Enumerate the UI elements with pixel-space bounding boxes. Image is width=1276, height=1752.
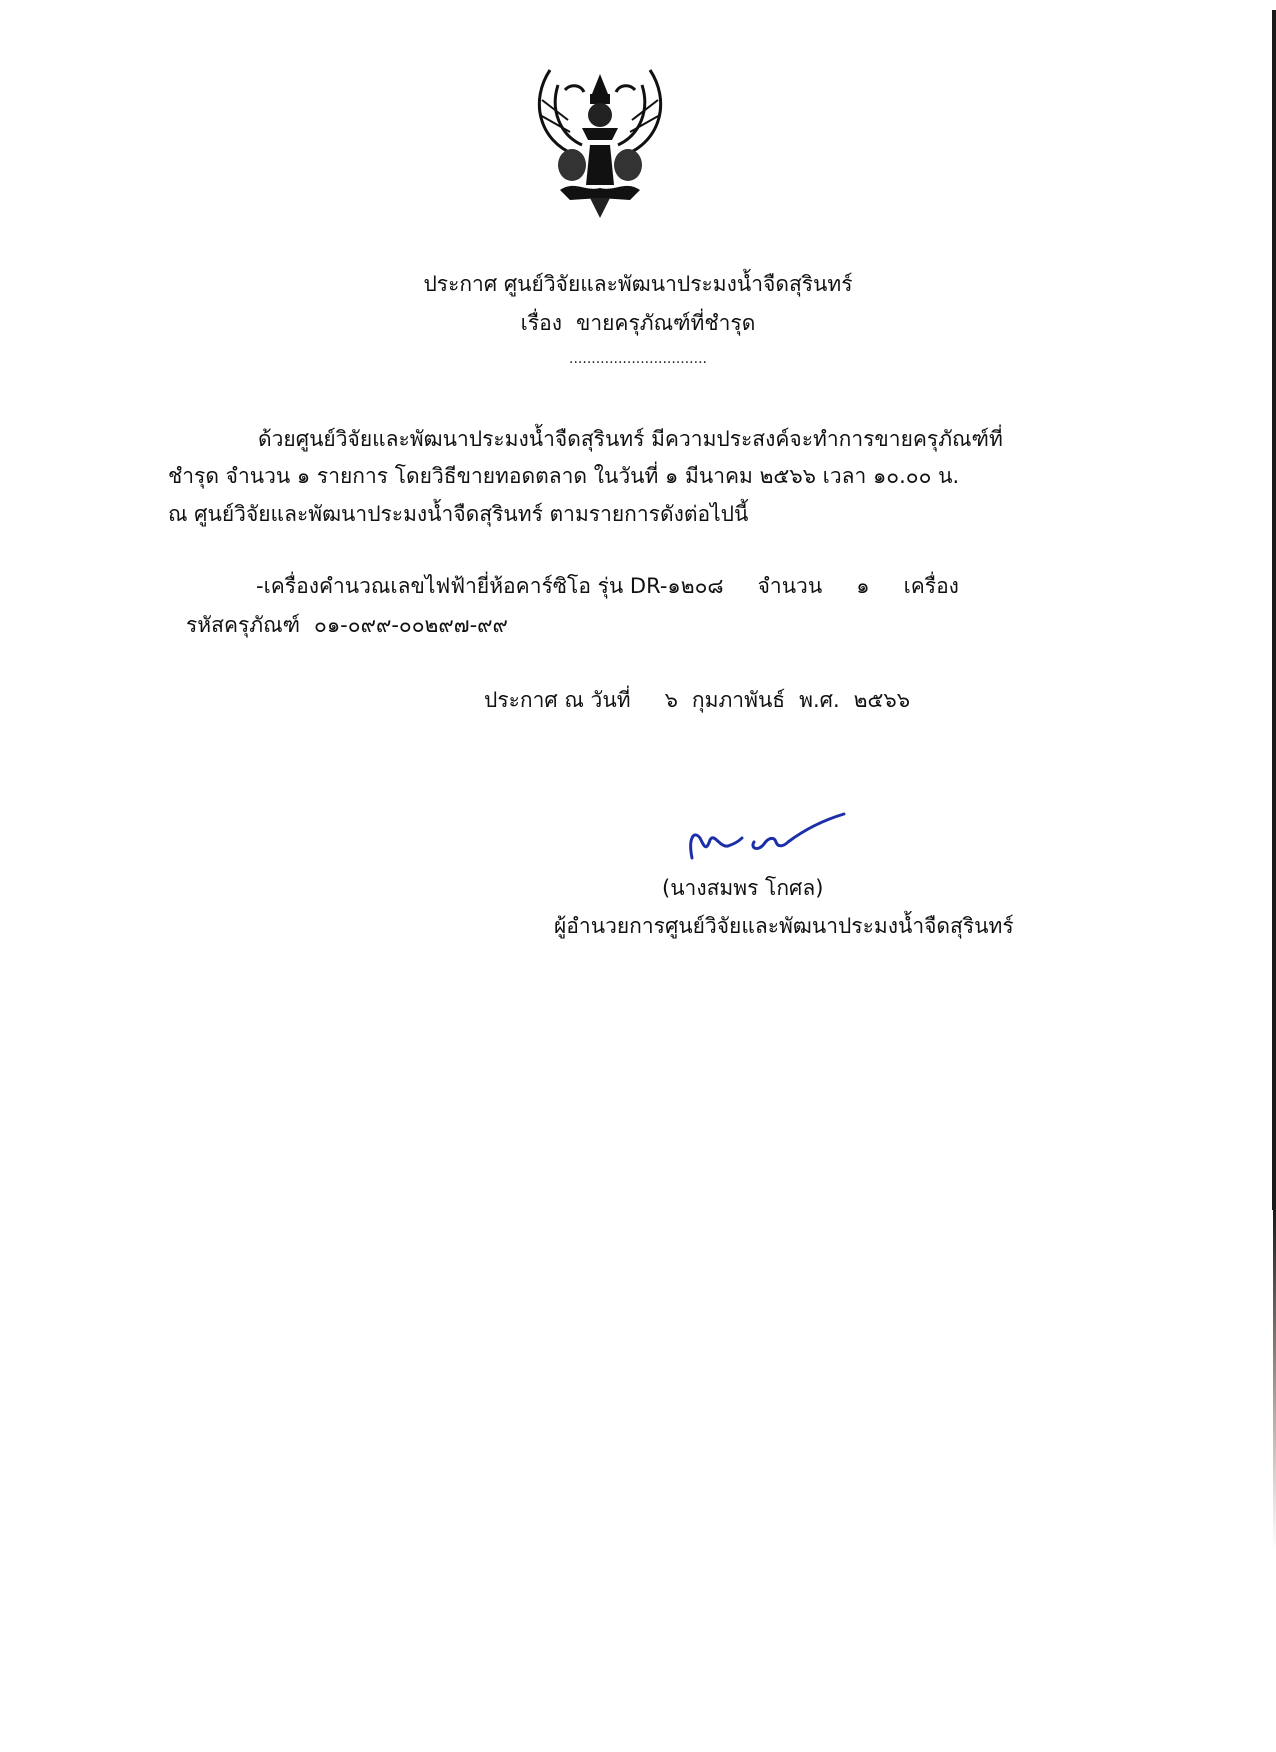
item-quantity: ๑ xyxy=(856,574,870,598)
date-year: ๒๕๖๖ xyxy=(853,688,911,712)
body-paragraph-line-2: ชำรุด จำนวน ๑ รายการ โดยวิธีขายทอดตลาด ในวันที่ ๑ มีนาคม ๒๕๖๖ เวลา ๑๐.๐๐ น. xyxy=(168,464,960,488)
subject-label: เรื่อง xyxy=(520,311,562,335)
item-description xyxy=(256,571,959,601)
document-title: ประกาศ ศูนย์วิจัยและพัฒนาประมงน้ำจืดสุรินทร์ xyxy=(423,272,853,296)
garuda-emblem-icon xyxy=(520,60,680,220)
signature-icon xyxy=(684,808,854,868)
item-code: ๐๑-๐๙๙-๐๐๒๙๗-๙๙ xyxy=(314,613,508,637)
item-name: -เครื่องคำนวณเลขไฟฟ้ายี่ห้อคาร์ซิโอ รุ่น DR-๑๒๐๘ xyxy=(256,574,724,598)
document-subject xyxy=(0,308,1276,338)
item-code-line xyxy=(186,610,508,640)
item-unit: เครื่อง xyxy=(903,574,959,598)
signer-name: (นางสมพร โกศล) xyxy=(662,876,824,900)
body-paragraph-line-3: ณ ศูนย์วิจัยและพัฒนาประมงน้ำจืดสุรินทร์ ตามรายการดังต่อไปนี้ xyxy=(168,502,749,526)
signer-position: ผู้อำนวยการศูนย์วิจัยและพัฒนาประมงน้ำจืดสุรินทร์ xyxy=(554,914,1014,938)
item-quantity-label: จำนวน xyxy=(757,574,823,598)
date-era: พ.ศ. xyxy=(799,688,840,712)
item-code-label: รหัสครุภัณฑ์ xyxy=(186,613,301,637)
date-month: กุมภาพันธ์ xyxy=(691,688,786,712)
scan-edge xyxy=(1272,10,1276,1210)
date-prefix: ประกาศ ณ วันที่ xyxy=(484,688,631,712)
date-day: ๖ xyxy=(664,688,678,712)
announcement-date xyxy=(484,685,910,715)
title-separator: ............................... xyxy=(569,351,707,367)
body-paragraph-line-1: ด้วยศูนย์วิจัยและพัฒนาประมงน้ำจืดสุรินทร์ มีความประสงค์จะทำการขายครุภัณฑ์ที่ xyxy=(258,427,1003,451)
subject-text: ขายครุภัณฑ์ที่ชำรุด xyxy=(575,311,756,335)
